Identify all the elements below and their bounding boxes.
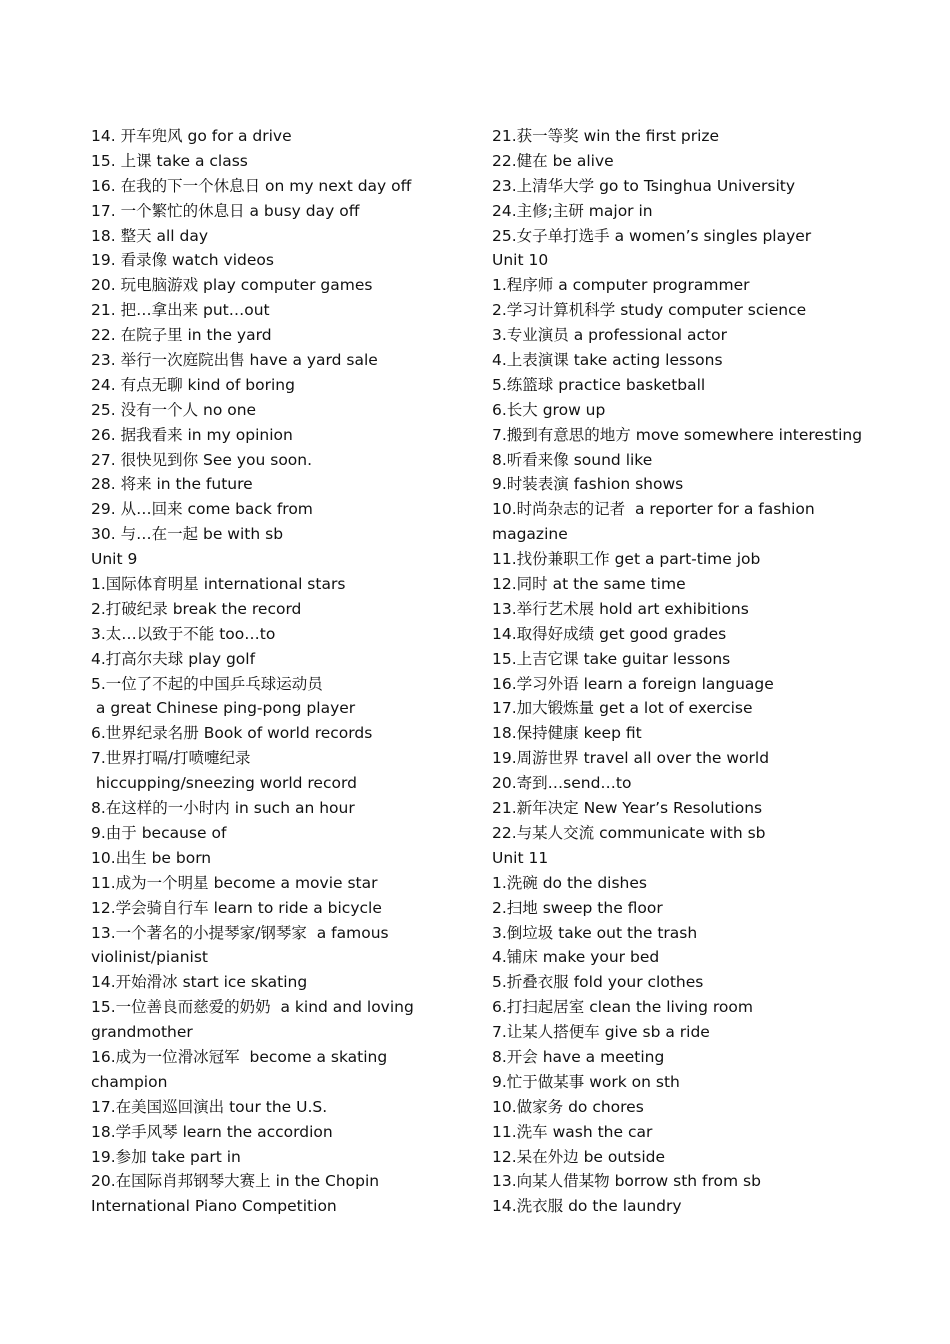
right-vocab-line: 13.举行艺术展 hold art exhibitions	[492, 599, 749, 618]
left-vocab-line: 14.开始滑冰 start ice skating	[91, 973, 308, 992]
left-vocab-line: 18.学手风琴 learn the accordion	[91, 1122, 333, 1141]
right-vocab-line: 13.向某人借某物 borrow sth from sb	[492, 1172, 761, 1191]
left-vocab-line: 4.打高尔夫球 play golf	[91, 649, 256, 668]
right-vocab-line: 14.洗衣服 do the laundry	[492, 1197, 682, 1216]
right-vocab-line: 3.专业演员 a professional actor	[492, 326, 727, 345]
left-vocab-line: 21. 把…拿出来 put…out	[91, 301, 270, 320]
left-vocab-line: 19.参加 take part in	[91, 1147, 241, 1166]
right-vocab-line: 25.女子单打选手 a women’s singles player	[492, 226, 812, 245]
right-vocab-line: 6.长大 grow up	[492, 400, 606, 419]
right-vocab-line: 22.健在 be alive	[492, 151, 614, 170]
left-vocab-line: International Piano Competition	[91, 1197, 337, 1216]
left-vocab-line: 25. 没有一个人 no one	[91, 400, 257, 419]
left-vocab-line: 5.一位了不起的中国乒乓球运动员	[91, 674, 323, 693]
right-vocab-line: 23.上清华大学 go to Tsinghua University	[492, 176, 796, 195]
left-vocab-line: 16. 在我的下一个休息日 on my next day off	[91, 176, 412, 195]
right-vocab-line: 6.打扫起居室 clean the living room	[492, 998, 753, 1017]
left-vocab-line: 20. 玩电脑游戏 play computer games	[91, 276, 373, 295]
left-vocab-line: a great Chinese ping-pong player	[91, 699, 356, 718]
left-column	[91, 124, 471, 1219]
left-vocab-line: 11.成为一个明星 become a movie star	[91, 873, 378, 892]
right-unit-heading: Unit 11	[492, 848, 549, 867]
left-vocab-line: champion	[91, 1072, 168, 1091]
right-vocab-line: 21.获一等奖 win the first prize	[492, 127, 720, 145]
left-vocab-line: 13.一个著名的小提琴家/钢琴家 a famous	[91, 923, 389, 942]
right-vocab-line: magazine	[492, 525, 568, 544]
left-vocab-line: 14. 开车兜风 go for a drive	[91, 127, 292, 145]
right-vocab-line: 20.寄到…send…to	[492, 774, 632, 793]
left-unit-heading: Unit 9	[91, 550, 138, 569]
left-vocab-line: 9.由于 because of	[91, 823, 227, 842]
left-vocab-line: 8.在这样的一小时内 in such an hour	[91, 799, 355, 818]
right-vocab-line: 11.找份兼职工作 get a part-time job	[492, 550, 761, 569]
right-vocab-line: 8.开会 have a meeting	[492, 1047, 665, 1066]
right-vocab-line: 4.铺床 make your bed	[492, 948, 660, 967]
left-vocab-line: 18. 整天 all day	[91, 226, 209, 245]
right-vocab-line: 1.洗碗 do the dishes	[492, 873, 647, 892]
right-vocab-line: 10.时尚杂志的记者 a reporter for a fashion	[492, 500, 815, 519]
right-vocab-line: 22.与某人交流 communicate with sb	[492, 823, 766, 842]
left-vocab-line: 23. 举行一次庭院出售 have a yard sale	[91, 351, 378, 370]
left-vocab-line: 27. 很快见到你 See you soon.	[91, 450, 313, 469]
right-vocab-line: 9.忙于做某事 work on sth	[492, 1072, 680, 1091]
right-vocab-line: 4.上表演课 take acting lessons	[492, 351, 723, 370]
left-vocab-line: grandmother	[91, 1023, 193, 1042]
right-vocab-line: 5.折叠衣服 fold your clothes	[492, 973, 704, 992]
left-vocab-line: 12.学会骑自行车 learn to ride a bicycle	[91, 898, 382, 917]
right-vocab-line: 18.保持健康 keep fit	[492, 724, 642, 743]
left-vocab-line: 3.太…以致于不能 too…to	[91, 624, 276, 643]
right-vocab-line: 5.练篮球 practice basketball	[492, 375, 706, 394]
right-vocab-line: 15.上吉它课 take guitar lessons	[492, 649, 731, 668]
left-vocab-line: 17. 一个繁忙的休息日 a busy day off	[91, 201, 360, 220]
right-vocab-line: 12.呆在外边 be outside	[492, 1147, 666, 1166]
left-vocab-line: 10.出生 be born	[91, 848, 212, 867]
right-unit-heading: Unit 10	[492, 251, 549, 270]
left-vocab-line: 7.世界打嗝/打喷嚏纪录	[91, 749, 251, 768]
right-column	[492, 124, 912, 1219]
right-vocab-line: 9.时装表演 fashion shows	[492, 475, 684, 494]
left-vocab-line: 2.打破纪录 break the record	[91, 599, 302, 618]
right-vocab-line: 24.主修;主研 major in	[492, 201, 653, 220]
right-vocab-line: 10.做家务 do chores	[492, 1097, 644, 1116]
right-vocab-line: 12.同时 at the same time	[492, 575, 686, 594]
left-vocab-line: 19. 看录像 watch videos	[91, 251, 274, 270]
left-vocab-line: 6.世界纪录名册 Book of world records	[91, 724, 373, 743]
left-vocab-line: violinist/pianist	[91, 948, 209, 967]
right-vocab-line: 2.学习计算机科学 study computer science	[492, 301, 807, 320]
right-vocab-line: 8.听看来像 sound like	[492, 450, 653, 469]
left-vocab-line: 29. 从…回来 come back from	[91, 500, 313, 519]
left-vocab-line: 24. 有点无聊 kind of boring	[91, 375, 295, 394]
left-vocab-line: 1.国际体育明星 international stars	[91, 575, 346, 594]
right-vocab-line: 3.倒垃圾 take out the trash	[492, 923, 698, 942]
left-vocab-line: 17.在美国巡回演出 tour the U.S.	[91, 1097, 328, 1116]
right-vocab-line: 16.学习外语 learn a foreign language	[492, 674, 774, 693]
left-vocab-line: 15. 上课 take a class	[91, 151, 248, 170]
left-vocab-line: 15.一位善良而慈爱的奶奶 a kind and loving	[91, 998, 414, 1017]
right-vocab-line: 21.新年决定 New Year’s Resolutions	[492, 799, 763, 818]
left-vocab-line: 20.在国际肖邦钢琴大赛上 in the Chopin	[91, 1172, 380, 1191]
left-vocab-line: 16.成为一位滑冰冠军 become a skating	[91, 1047, 388, 1066]
right-vocab-line: 7.让某人搭便车 give sb a ride	[492, 1023, 710, 1042]
right-vocab-line: 19.周游世界 travel all over the world	[492, 749, 770, 768]
right-vocab-line: 2.扫地 sweep the floor	[492, 898, 663, 917]
right-vocab-line: 17.加大锻炼量 get a lot of exercise	[492, 699, 753, 718]
left-vocab-line: 22. 在院子里 in the yard	[91, 326, 272, 345]
left-vocab-line: 26. 据我看来 in my opinion	[91, 425, 293, 444]
right-vocab-line: 1.程序师 a computer programmer	[492, 276, 750, 295]
right-vocab-line: 11.洗车 wash the car	[492, 1122, 653, 1141]
right-vocab-line: 14.取得好成绩 get good grades	[492, 624, 727, 643]
right-vocab-line: 7.搬到有意思的地方 move somewhere interesting	[492, 425, 863, 444]
left-vocab-line: 28. 将来 in the future	[91, 475, 253, 494]
left-vocab-line: hiccupping/sneezing world record	[91, 774, 357, 793]
left-vocab-line: 30. 与…在一起 be with sb	[91, 525, 284, 544]
